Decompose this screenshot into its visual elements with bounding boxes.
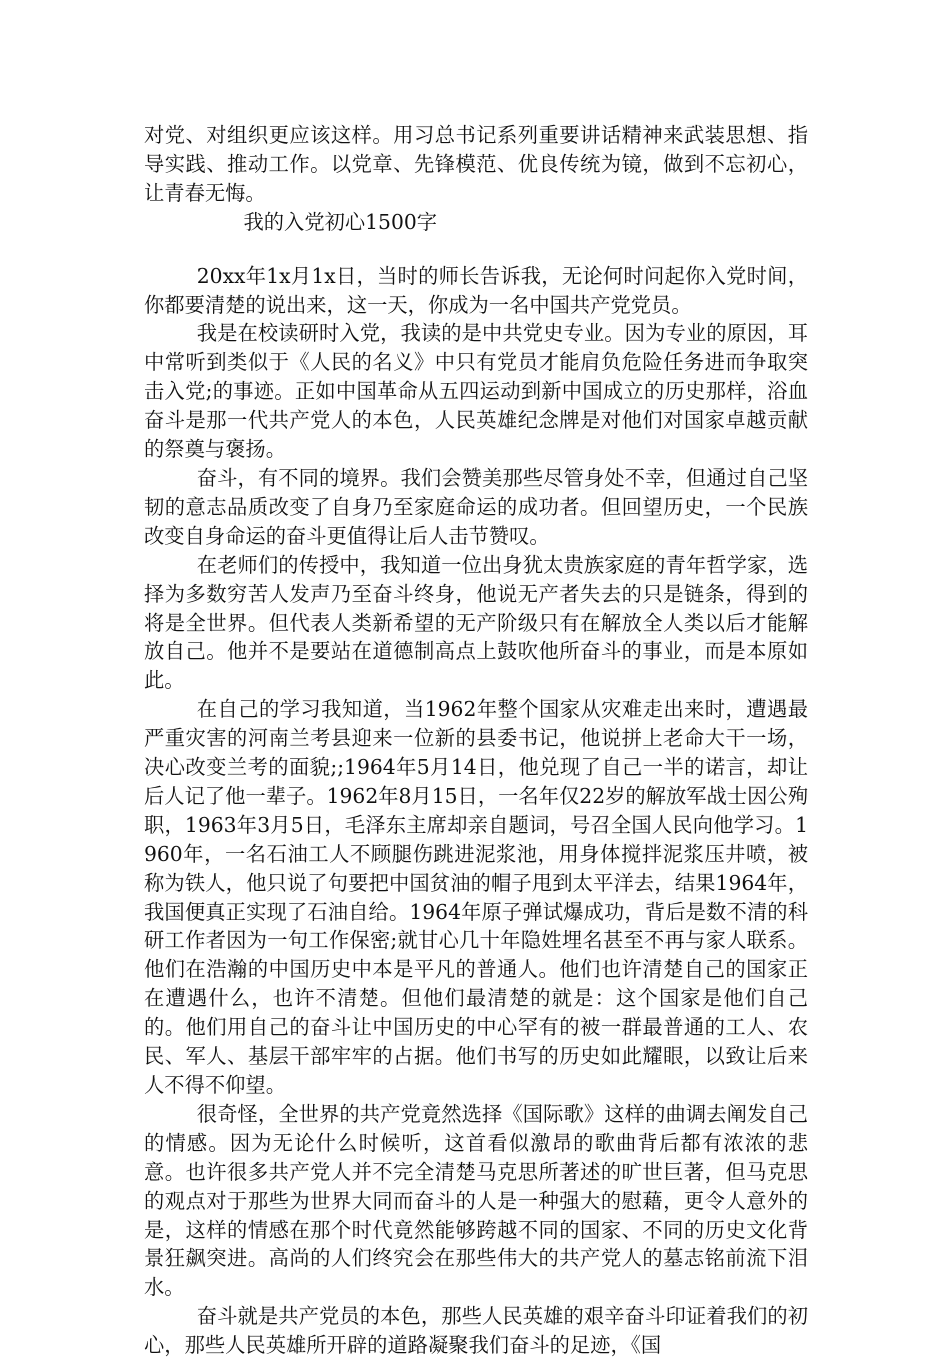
paragraph-1: 20xx年1x月1x日，当时的师长告诉我，无论何时问起你入党时间，你都要清楚的说出来，这一天，你成为一名中国共产党党员。 xyxy=(144,263,808,317)
paragraph-6: 很奇怪，全世界的共产党竟然选择《国际歌》这样的曲调去阐发自己的情感。因为无论什么时候听，这首看似激昂的歌曲背后都有浓浓的悲意。也许很多共产党人并不完全清楚马克思所著述的旷世巨著，但马克思的观点对于那些为世界大同而奋斗的人是一种强大的慰藉，更令人意外的是，这样的情感在那个时代竟然能够跨越不同的国家、不同的历史文化背景狂飙突进。高尚的人们终究会在那些伟大的共产党人的墓志铭前流下泪水。 xyxy=(144,1101,808,1300)
paragraph-4: 在老师们的传授中，我知道一位出身犹太贵族家庭的青年哲学家，选择为多数穷苦人发声乃至奋斗终身，他说无产者失去的只是链条，得到的将是全世界。但代表人类新希望的无产阶级只有在解放全人类以后才能解放自己。他并不是要站在道德制高点上鼓吹他所奋斗的事业，而是本原如此。 xyxy=(144,552,808,693)
spacer xyxy=(144,237,808,262)
paragraph-3: 奋斗，有不同的境界。我们会赞美那些尽管身处不幸，但通过自己坚韧的意志品质改变了自身乃至家庭命运的成功者。但回望历史，一个民族改变自身命运的奋斗更值得让后人击节赞叹。 xyxy=(144,465,808,548)
intro-paragraph: 对党、对组织更应该这样。用习总书记系列重要讲话精神来武装思想、指导实践、推动工作。以党章、先锋模范、优良传统为镜，做到不忘初心，让青春无悔。 xyxy=(144,123,808,205)
essay-title: 我的入党初心1500字 xyxy=(243,209,438,234)
document-body xyxy=(144,121,808,1360)
paragraph-2: 我是在校读研时入党，我读的是中共党史专业。因为专业的原因，耳中常听到类似于《人民的名义》中只有党员才能肩负危险任务进而争取突击入党;的事迹。正如中国革命从五四运动到新中国成立的历史那样，浴血奋斗是那一代共产党人的本色，人民英雄纪念牌是对他们对国家卓越贡献的祭奠与褒扬。 xyxy=(144,321,808,462)
paragraph-5: 在自己的学习我知道，当1962年整个国家从灾难走出来时，遭遇最严重灾害的河南兰考县迎来一位新的县委书记，他说拼上老命大干一场，决心改变兰考的面貌;;1964年5月14日，他兑现了自己一半的诺言，却让后人记了他一辈子。1962年8月15日，一名年仅22岁的解放军战士因公殉职，1963年3月5日，毛泽东主席却亲自题词，号召全国人民向他学习。1960年，一名石油工人不顾腿伤跳进泥浆池，用身体搅拌泥浆压井喷，被称为铁人，他只说了句要把中国贫油的帽子甩到太平洋去，结果1964年，我国便真正实现了石油自给。1964年原子弹试爆成功，背后是数不清的科研工作者因为一句工作保密;就甘心几十年隐姓埋名甚至不再与家人联系。他们在浩瀚的中国历史中本是平凡的普通人。他们也许清楚自己的国家正在遭遇什么，也许不清楚。但他们最清楚的就是：这个国家是他们自己的。他们用自己的奋斗让中国历史的中心罕有的被一群最普通的工人、农民、军人、基层干部牢牢的占据。他们书写的历史如此耀眼，以致让后来人不得不仰望。 xyxy=(144,697,808,1097)
paragraph-7: 奋斗就是共产党员的本色，那些人民英雄的艰辛奋斗印证着我们的初心，那些人民英雄所开辟的道路凝聚我们奋斗的足迹，《国 xyxy=(144,1304,808,1358)
